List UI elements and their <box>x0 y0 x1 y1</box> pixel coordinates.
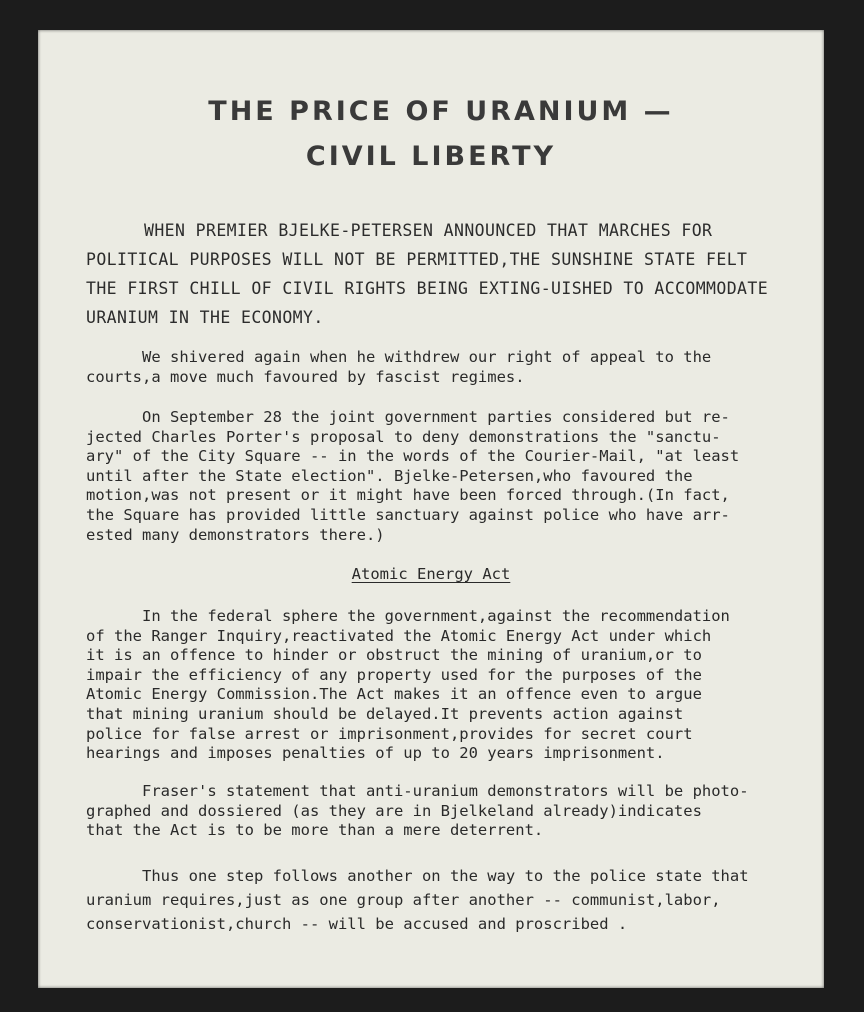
paragraph-federal: In the federal sphere the government,against the recommendation of the Ranger Inquiry,reactivated the Atomic Energy Act under which it is an offence to hinder or obstruct the mining of uranium,or to impair the efficiency of any property used for the purposes of the Atomic Energy Commission.The Act makes it an offence even to argue that mining uranium should be delayed.It prevents action against police for false arrest or imprisonment,provides for secret court hearings and imposes penalties of up to 20 years imprisonment. <box>86 607 730 763</box>
section-heading: Atomic Energy Act <box>351 565 511 583</box>
document-page <box>38 30 824 988</box>
paragraph-september: On September 28 the joint government parties considered but re- jected Charles Porter's proposal to deny demonstrations the "sanctu- ary" of the City Square -- in the words of the Courier-Mail, "at least until after the State election". Bjelke-Petersen,who favoured the motion,was not present or it might have been forced through.(In fact, the Square has provided little sanctuary against police who have arr- ested many demonstrators there.) <box>86 408 740 544</box>
paragraph-fraser: Fraser's statement that anti-uranium demonstrators will be photo- graphed and dossiered (as they are in Bjelkeland already)indicates that the Act is to be more than a mere deterrent. <box>86 782 749 840</box>
paragraph-police-state: Thus one step follows another on the way to the police state that uranium requires,just as one group after another -- communist,labor, conservationist,church -- will be accused and proscribed . <box>86 867 749 933</box>
lead-paragraph <box>86 216 776 332</box>
lead-paragraph-text: WHEN PREMIER BJELKE-PETERSEN ANNOUNCED THAT MARCHES FOR POLITICAL PURPOSES WILL NOT BE PERMITTED,THE SUNSHINE STATE FELT THE FIRST CHILL OF CIVIL RIGHTS BEING EXTING-UISHED TO ACCOMMODATE URANIUM IN THE ECONOMY. <box>86 221 769 327</box>
paragraph-appeal: We shivered again when he withdrew our right of appeal to the courts,a move much favoured by fascist regimes. <box>86 348 712 386</box>
document-title-line-2: CIVIL LIBERTY <box>305 141 557 172</box>
document-title-line-1: THE PRICE OF URANIUM — <box>208 96 674 127</box>
